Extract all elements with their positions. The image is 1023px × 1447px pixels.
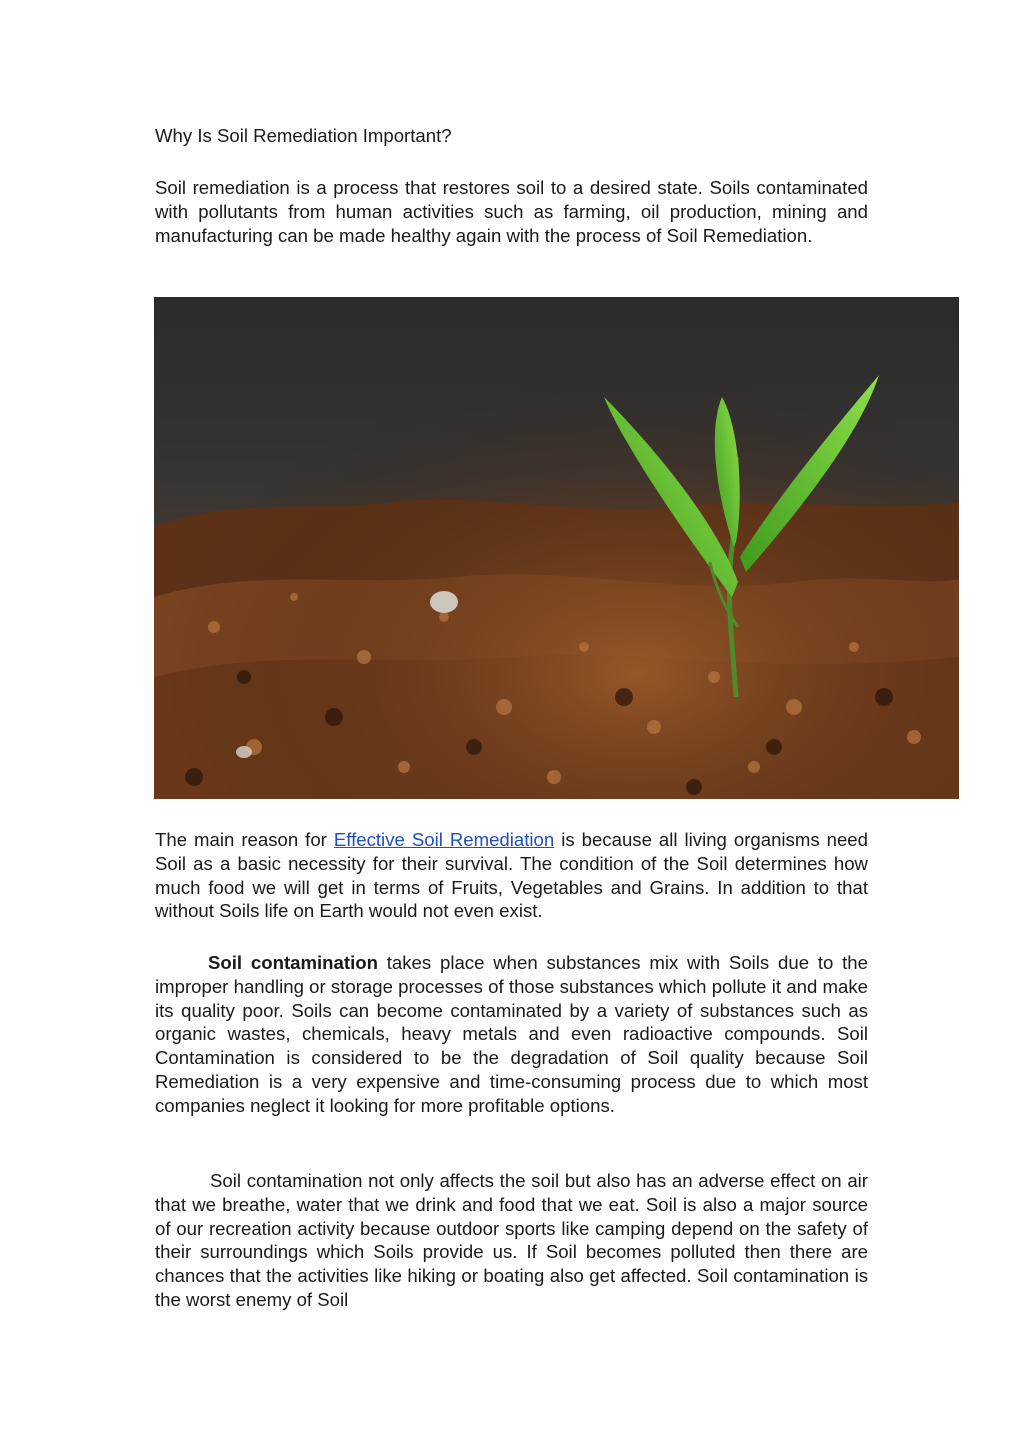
seedling-photo — [154, 297, 959, 799]
effective-soil-remediation-link[interactable]: Effective Soil Remediation — [333, 829, 555, 850]
effects-text: Soil contamination not only affects the soil but also has an adverse effect on air that we breathe, water that we drink and food that we eat. Soil is also a major source of our recreation activity because outdoor sports like camping depend on the safety of their surroundings which Soils provide us. If Soil becomes polluted then there are chances that the activities like hiking or boating also get affected. Soil contamination is the worst enemy of Soil — [155, 1170, 868, 1310]
contamination-text: takes place when substances mix with Soils due to the improper handling or storage processes of those substances which pollute it and make its quality poor. Soils can become contaminated by a variety of substances such as organic wastes, chemicals, heavy metals and even radioactive compounds. Soil Contamination is considered to be the degradation of Soil quality because Soil Remediation is a very expensive and time-consuming process due to which most companies neglect it looking for more profitable options. — [155, 952, 868, 1116]
reason-text-before: The main reason for — [155, 829, 334, 850]
reason-text-after: is because all living organisms need Soil as a basic necessity for their survival. The condition of the Soil determines how much food we will get in terms of Fruits, Vegetables and Grains. In addition to that without Soils life on Earth would not even exist. — [155, 829, 868, 922]
reason-paragraph — [155, 828, 868, 923]
effects-paragraph — [155, 1169, 868, 1312]
page-heading: Why Is Soil Remediation Important? — [155, 125, 452, 146]
contamination-bold-lead: Soil contamination — [208, 952, 378, 973]
intro-paragraph: Soil remediation is a process that restores soil to a desired state. Soils contaminated with pollutants from human activities such as farming, oil production, mining and manufacturing can be made healthy again with the process of Soil Remediation. — [155, 177, 868, 246]
contamination-paragraph — [155, 951, 868, 1118]
